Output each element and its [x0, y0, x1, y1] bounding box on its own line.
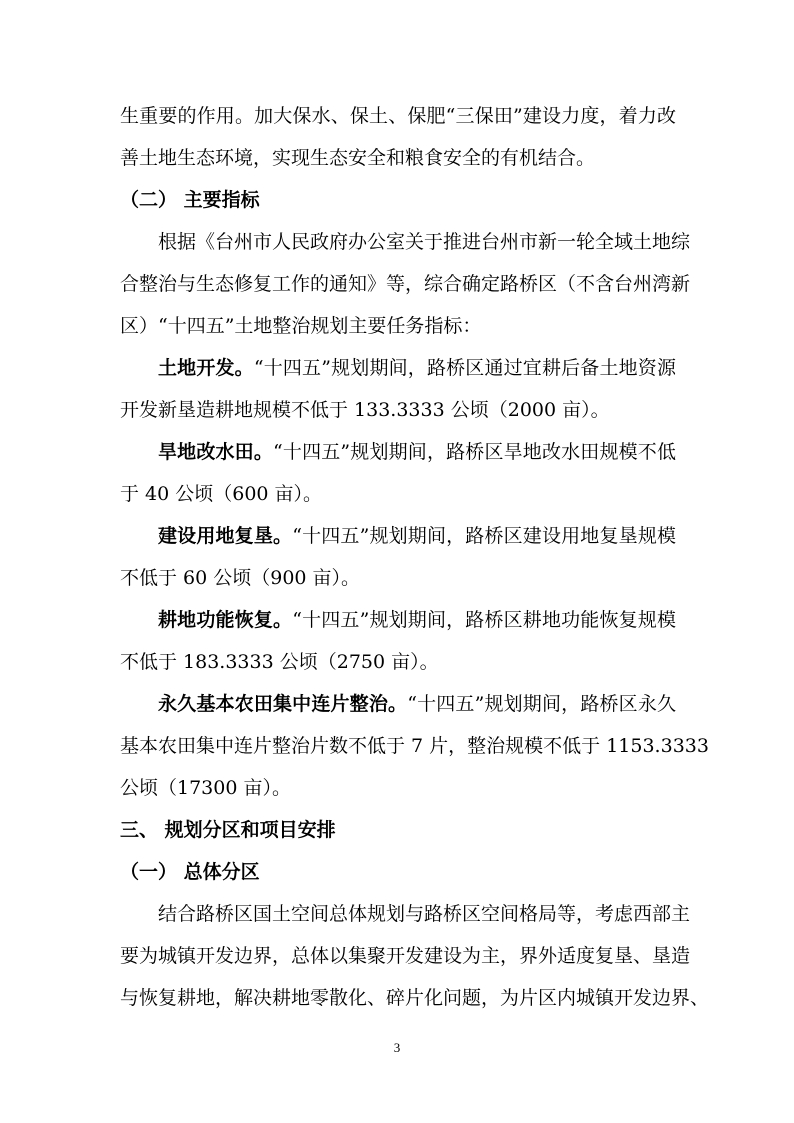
paragraph-line: 基本农田集中连片整治片数不低于 7 片，整治规模不低于 1153.3333 — [120, 735, 709, 757]
page-number: 3 — [393, 1040, 401, 1055]
indicator-term: 旱地改水田。 — [158, 441, 274, 463]
indicator-text: “十四五”规划期间，路桥区永久 — [407, 693, 676, 715]
indicator-farmland-function-restoration — [158, 608, 676, 632]
indicator-basic-farmland-consolidation — [158, 692, 676, 716]
paragraph-line: 善土地生态环境，实现生态安全和粮食安全的有机结合。 — [120, 147, 596, 169]
indicator-term: 耕地功能恢复。 — [158, 609, 293, 631]
indicator-construction-land-reclamation — [158, 524, 676, 548]
chapter-heading-planning-zones: 三、 规划分区和项目安排 — [120, 819, 336, 841]
paragraph-line: 生重要的作用。加大保水、保土、保肥“三保田”建设力度，着力改 — [120, 105, 676, 127]
indicator-term: 建设用地复垦。 — [158, 525, 293, 547]
indicator-term: 土地开发。 — [158, 357, 254, 379]
indicator-land-development — [158, 356, 676, 380]
paragraph-line: 公顷（17300 亩）。 — [120, 777, 291, 799]
paragraph-line: 不低于 60 公顷（900 亩）。 — [120, 567, 361, 589]
paragraph-line: 要为城镇开发边界，总体以集聚开发建设为主，界外适度复垦、垦造 — [120, 945, 691, 967]
paragraph-line: 于 40 公顷（600 亩）。 — [120, 483, 323, 505]
indicator-text: “十四五”规划期间，路桥区建设用地复垦规模 — [292, 525, 676, 547]
indicator-term: 永久基本农田集中连片整治。 — [158, 693, 408, 715]
section-heading-overall-zoning: （一） 总体分区 — [120, 861, 260, 883]
paragraph-line: 合整治与生态修复工作的通知》等，综合确定路桥区（不含台州湾新 — [120, 273, 691, 295]
section-heading-main-indicators: （二） 主要指标 — [120, 189, 260, 211]
paragraph-line: 不低于 183.3333 公顷（2750 亩）。 — [120, 651, 439, 673]
paragraph-line: 结合路桥区国土空间总体规划与路桥区空间格局等，考虑西部主 — [158, 903, 691, 925]
indicator-text: “十四五”规划期间，路桥区通过宜耕后备土地资源 — [253, 357, 676, 379]
paragraph-line: 区）“十四五”土地整治规划主要任务指标： — [120, 315, 482, 337]
indicator-dryland-to-paddy — [158, 440, 676, 464]
indicator-text: “十四五”规划期间，路桥区耕地功能恢复规模 — [292, 609, 676, 631]
paragraph-line: 与恢复耕地，解决耕地零散化、碎片化问题，为片区内城镇开发边界、 — [120, 987, 710, 1009]
indicator-text: “十四五”规划期间，路桥区旱地改水田规模不低 — [273, 441, 676, 463]
paragraph-line: 根据《台州市人民政府办公室关于推进台州市新一轮全域土地综 — [158, 231, 691, 253]
paragraph-line: 开发新垦造耕地规模不低于 133.3333 公顷（2000 亩）。 — [120, 399, 610, 421]
